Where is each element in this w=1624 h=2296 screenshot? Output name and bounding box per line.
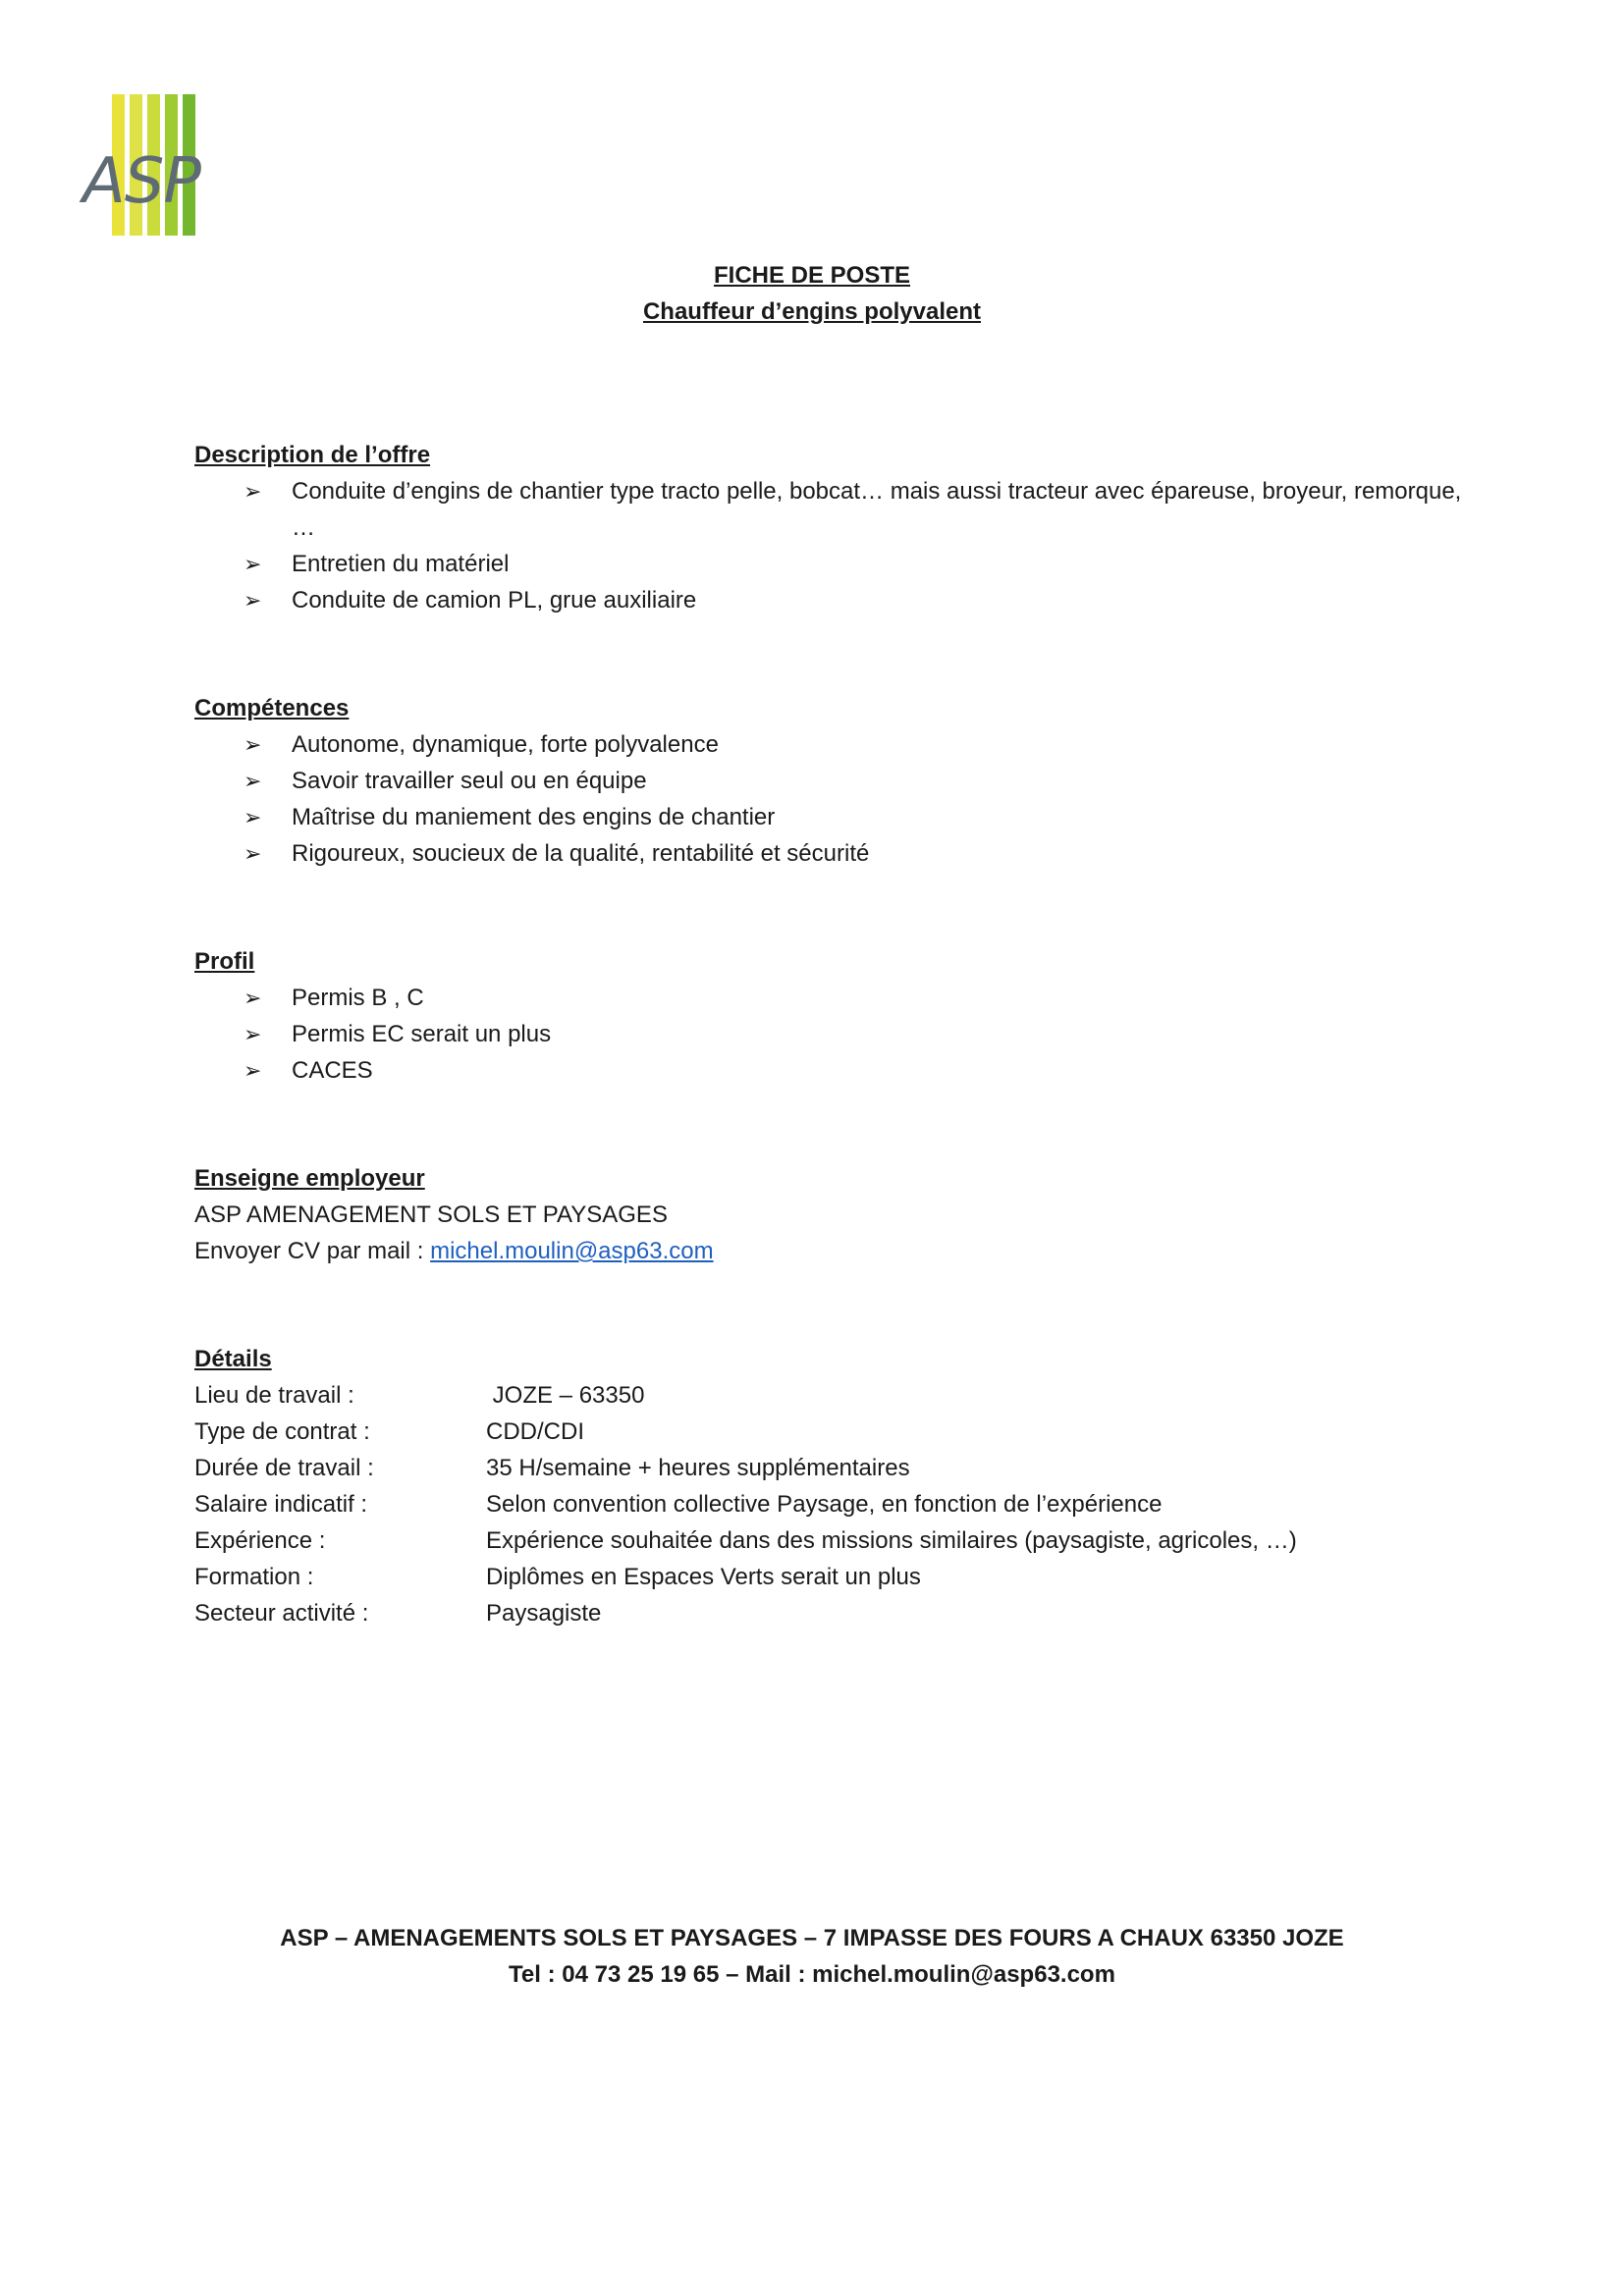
arrow-bullet-icon: ➢	[244, 1058, 262, 1083]
document-header	[0, 257, 1624, 330]
footer-contact: Tel : 04 73 25 19 65 – Mail : michel.moulin@asp63.com	[509, 1961, 1115, 1988]
list-item	[194, 763, 1471, 799]
list-item	[194, 473, 1471, 546]
details-label: Expérience :	[194, 1527, 326, 1554]
competences-list	[194, 726, 1471, 872]
details-label: Formation :	[194, 1564, 314, 1590]
list-item	[194, 1052, 1471, 1089]
cv-instructions	[194, 1233, 1471, 1269]
list-item	[194, 582, 1471, 618]
list-item-text: Permis EC serait un plus	[292, 1021, 552, 1047]
details-label: Lieu de travail :	[194, 1382, 354, 1409]
page-title: FICHE DE POSTE	[713, 262, 911, 289]
details-label: Type de contrat :	[194, 1418, 370, 1445]
arrow-bullet-icon: ➢	[244, 1022, 262, 1046]
arrow-bullet-icon: ➢	[244, 732, 262, 757]
details-value: Selon convention collective Paysage, en fonction de l’expérience	[486, 1491, 1163, 1518]
details-row	[194, 1377, 1471, 1414]
list-item-text: CACES	[292, 1057, 373, 1084]
list-item	[194, 799, 1471, 835]
list-item-text: Conduite de camion PL, grue auxiliaire	[292, 587, 697, 614]
competences-section	[194, 690, 1471, 872]
cv-label: Envoyer CV par mail :	[194, 1238, 431, 1264]
details-row	[194, 1559, 1471, 1595]
arrow-bullet-icon: ➢	[244, 769, 262, 793]
list-item-text: Entretien du matériel	[292, 551, 510, 577]
arrow-bullet-icon: ➢	[244, 588, 262, 613]
details-row	[194, 1522, 1471, 1559]
profil-section	[194, 943, 1471, 1089]
list-item	[194, 546, 1471, 582]
details-value: JOZE – 63350	[486, 1382, 645, 1409]
details-value: Paysagiste	[486, 1600, 602, 1627]
page-footer	[0, 1920, 1624, 1993]
arrow-bullet-icon: ➢	[244, 552, 262, 576]
details-row	[194, 1450, 1471, 1486]
details-value: 35 H/semaine + heures supplémentaires	[486, 1455, 910, 1481]
list-item-text: Autonome, dynamique, forte polyvalence	[292, 731, 719, 758]
list-item-text: Maîtrise du maniement des engins de chantier	[292, 804, 776, 830]
footer-address: ASP – AMENAGEMENTS SOLS ET PAYSAGES – 7 IMPASSE DES FOURS A CHAUX 63350 JOZE	[280, 1925, 1344, 1951]
details-row	[194, 1414, 1471, 1450]
list-item	[194, 980, 1471, 1016]
details-section	[194, 1341, 1471, 1631]
section-title: Description de l’offre	[194, 442, 431, 468]
logo-text: ASP	[82, 145, 200, 218]
details-label: Durée de travail :	[194, 1455, 374, 1481]
page-subtitle: Chauffeur d’engins polyvalent	[642, 298, 982, 325]
details-label: Secteur activité :	[194, 1600, 369, 1627]
list-item	[194, 1016, 1471, 1052]
details-value: CDD/CDI	[486, 1418, 584, 1445]
list-item	[194, 726, 1471, 763]
list-item-text: Rigoureux, soucieux de la qualité, rentabilité et sécurité	[292, 840, 870, 867]
arrow-bullet-icon: ➢	[244, 805, 262, 829]
arrow-bullet-icon: ➢	[244, 986, 262, 1010]
description-section	[194, 437, 1471, 618]
details-row	[194, 1486, 1471, 1522]
company-logo	[82, 94, 220, 241]
section-title: Enseigne employeur	[194, 1165, 425, 1192]
details-label: Salaire indicatif :	[194, 1491, 368, 1518]
employer-name: ASP AMENAGEMENT SOLS ET PAYSAGES	[194, 1201, 668, 1228]
section-title: Détails	[194, 1346, 272, 1372]
arrow-bullet-icon: ➢	[244, 479, 262, 504]
profil-list	[194, 980, 1471, 1089]
list-item-text: Permis B , C	[292, 985, 424, 1011]
details-value: Diplômes en Espaces Verts serait un plus	[486, 1564, 921, 1590]
arrow-bullet-icon: ➢	[244, 841, 262, 866]
details-row	[194, 1595, 1471, 1631]
details-value: Expérience souhaitée dans des missions similaires (paysagiste, agricoles, …)	[486, 1527, 1297, 1554]
description-list	[194, 473, 1471, 618]
section-title: Profil	[194, 948, 255, 975]
list-item	[194, 835, 1471, 872]
list-item-text: Conduite d’engins de chantier type tracto pelle, bobcat… mais aussi tracteur avec épareuse, broyeur, remorque, …	[292, 478, 1462, 541]
list-item-text: Savoir travailler seul ou en équipe	[292, 768, 647, 794]
employeur-section	[194, 1160, 1471, 1269]
email-link[interactable]: michel.moulin@asp63.com	[430, 1238, 714, 1264]
section-title: Compétences	[194, 695, 350, 721]
